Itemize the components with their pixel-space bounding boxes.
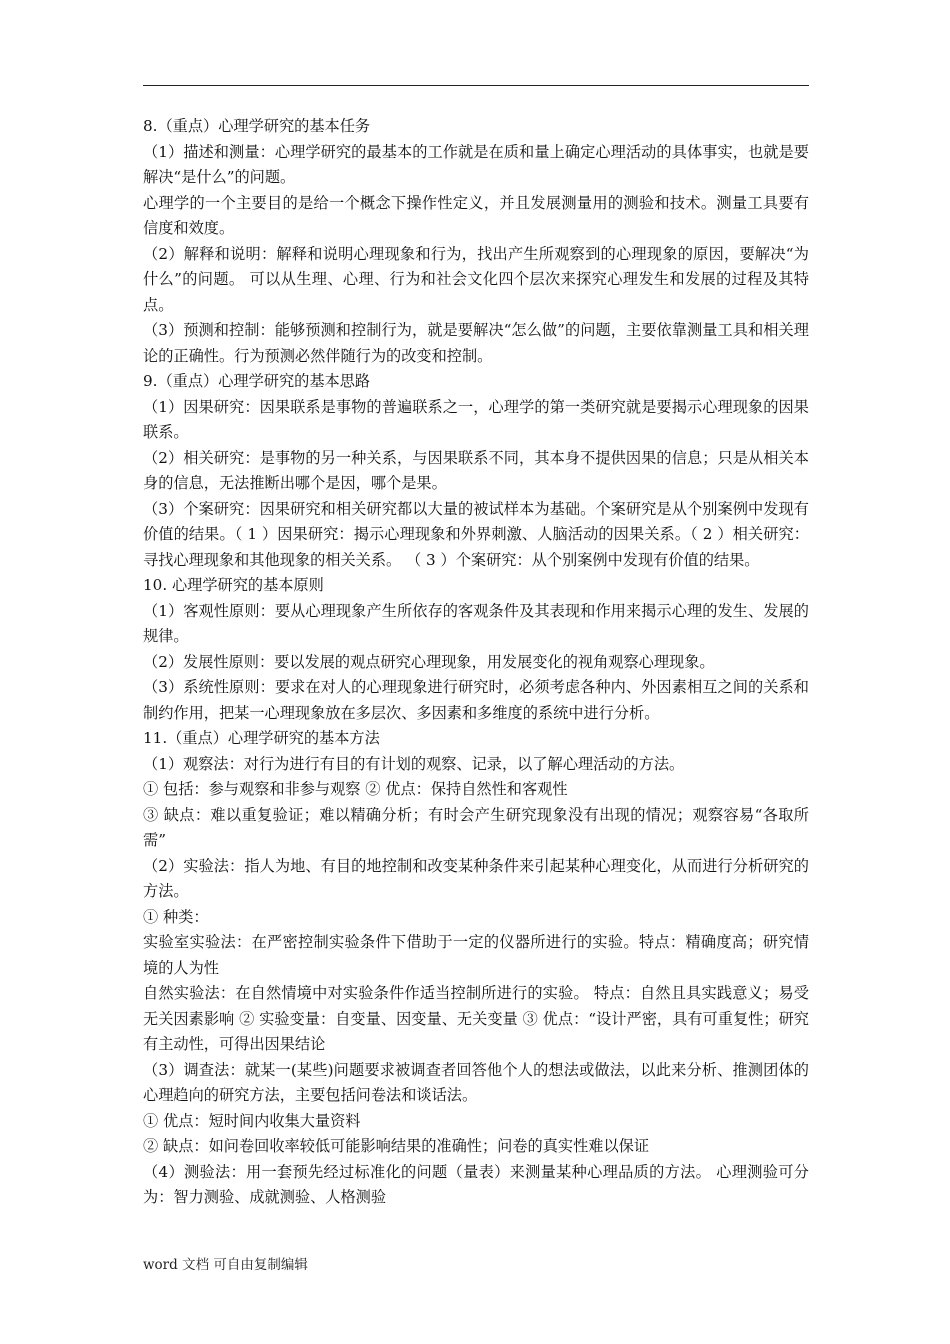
paragraph: （3）调查法：就某一(某些)问题要求被调查者回答他个人的想法或做法，以此来分析、推测团体的心理趋向的研究方法，主要包括问卷法和谈话法。 — [143, 1060, 809, 1104]
paragraph: （1）客观性原则：要从心理现象产生所依存的客观条件及其表现和作用来揭示心理的发生、发展的规律。 — [143, 601, 809, 645]
paragraph: 实验室实验法：在严密控制实验条件下借助于一定的仪器所进行的实验。特点：精确度高；研究情境的人为性 — [143, 933, 809, 977]
paragraph: ① 优点：短时间内收集大量资料 — [143, 1111, 361, 1130]
paragraph: ① 种类： — [143, 907, 209, 926]
paragraph: （2）实验法：指人为地、有目的地控制和改变某种条件来引起某种心理变化，从而进行分析研究的方法。 — [143, 856, 809, 900]
paragraph: ③ 缺点：难以重复验证；难以精确分析；有时会产生研究现象没有出现的情况；观察容易“各取所需” — [143, 805, 809, 849]
paragraph: （1）描述和测量：心理学研究的最基本的工作就是在质和量上确定心理活动的具体事实，也就是要解决“是什么”的问题。 — [143, 142, 809, 186]
heading-11: 11.（重点）心理学研究的基本方法 — [143, 729, 380, 747]
paragraph: （1）观察法：对行为进行有目的有计划的观察、记录，以了解心理活动的方法。 — [143, 754, 685, 773]
paragraph: （2）解释和说明：解释和说明心理现象和行为，找出产生所观察到的心理现象的原因，要解决“为什么”的问题。 可以从生理、心理、行为和社会文化四个层次来探究心理发生和发展的过程及其特点。 — [143, 244, 809, 314]
footer-text: word 文档 可自由复制编辑 — [143, 1257, 308, 1273]
paragraph: （1）因果研究：因果联系是事物的普遍联系之一，心理学的第一类研究就是要揭示心理现象的因果联系。 — [143, 397, 809, 441]
document-body — [143, 114, 809, 1211]
heading-8: 8.（重点）心理学研究的基本任务 — [143, 117, 371, 135]
paragraph: 心理学的一个主要目的是给一个概念下操作性定义，并且发展测量用的测验和技术。测量工具要有信度和效度。 — [143, 193, 809, 237]
paragraph: ① 包括：参与观察和非参与观察 ② 优点：保持自然性和客观性 — [143, 780, 568, 798]
paragraph: （2）相关研究：是事物的另一种关系，与因果联系不同，其本身不提供因果的信息；只是从相关本身的信息，无法推断出哪个是因，哪个是果。 — [143, 448, 809, 492]
paragraph: （4）测验法：用一套预先经过标准化的问题（量表）来测量某种心理品质的方法。 心理测验可分为：智力测验、成就测验、人格测验 — [143, 1162, 809, 1206]
header-rule — [143, 85, 809, 86]
paragraph: 自然实验法：在自然情境中对实验条件作适当控制所进行的实验。 特点：自然且具实践意义；易受无关因素影响 ② 实验变量：自变量、因变量、无关变量 ③ 优点：“设计严密，具有可重复性；研究有主动性，可得出因果结论 — [143, 984, 809, 1053]
paragraph: （3）预测和控制：能够预测和控制行为，就是要解决“怎么做”的问题，主要依靠测量工具和相关理论的正确性。行为预测必然伴随行为的改变和控制。 — [143, 321, 809, 365]
heading-9: 9.（重点）心理学研究的基本思路 — [143, 372, 371, 390]
heading-10: 10. 心理学研究的基本原则 — [143, 576, 324, 594]
paragraph: （3）个案研究：因果研究和相关研究都以大量的被试样本为基础。个案研究是从个别案例中发现有价值的结果。（ 1 ）因果研究：揭示心理现象和外界刺激、人脑活动的因果关系。（ 2 ）相关研究：寻找心理现象和其他现象的相关关系。 （ 3 ）个案研究：从个别案例中发现有价值的结果。 — [143, 499, 809, 569]
paragraph: （3）系统性原则：要求在对人的心理现象进行研究时，必须考虑各种内、外因素相互之间的关系和制约作用，把某一心理现象放在多层次、多因素和多维度的系统中进行分析。 — [143, 678, 809, 722]
paragraph: （2）发展性原则：要以发展的观点研究心理现象，用发展变化的视角观察心理现象。 — [143, 652, 715, 671]
paragraph: ② 缺点：如问卷回收率较低可能影响结果的准确性；问卷的真实性难以保证 — [143, 1137, 650, 1155]
